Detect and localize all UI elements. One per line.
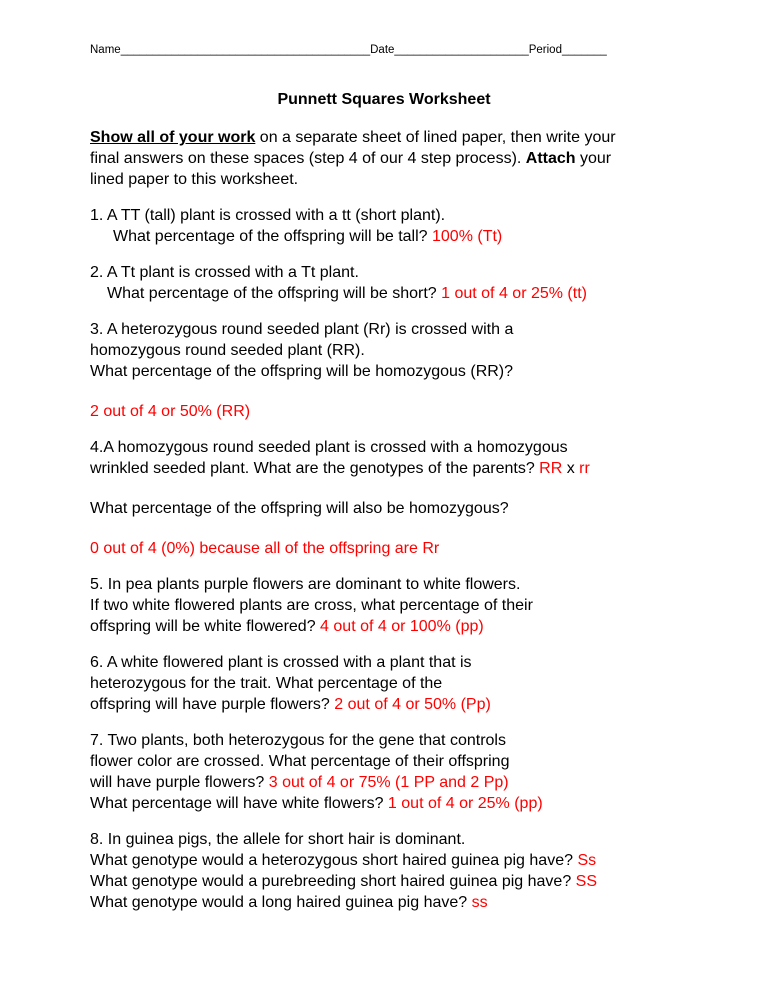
question-8 xyxy=(90,829,690,913)
question-1 xyxy=(90,205,690,247)
question-text: 5. In pea plants purple flowers are dominant to white flowers. xyxy=(90,576,521,593)
question-text: If two white flowered plants are cross, what percentage of their xyxy=(90,597,533,614)
answer: 4 out of 4 or 100% (pp) xyxy=(320,618,484,635)
worksheet-header xyxy=(90,44,607,56)
answer: 2 out of 4 or 50% (Pp) xyxy=(334,696,491,713)
cross-symbol: x xyxy=(562,460,580,477)
answer: 3 out of 4 or 75% (1 PP and 2 Pp) xyxy=(268,774,509,791)
instructions-emphasis: Show all of your work xyxy=(90,129,256,146)
answer: rr xyxy=(579,460,590,477)
answer: 1 out of 4 or 25% (pp) xyxy=(387,795,543,812)
question-text: wrinkled seeded plant. What are the genotypes of the parents? xyxy=(90,460,540,477)
name-line: _______________________________________ xyxy=(120,44,371,56)
question-text: 6. A white flowered plant is crossed with a plant that is xyxy=(90,654,472,671)
worksheet-body xyxy=(90,127,690,913)
page-title: Punnett Squares Worksheet xyxy=(277,91,491,108)
instructions-text: your xyxy=(575,150,612,167)
attach-emphasis: Attach xyxy=(525,150,576,167)
question-text: 2. A Tt plant is crossed with a Tt plant. xyxy=(90,264,359,281)
question-2 xyxy=(90,262,690,304)
period-line: _______ xyxy=(561,44,607,56)
question-text: 1. A TT (tall) plant is crossed with a tt (short plant). xyxy=(90,207,446,224)
question-6 xyxy=(90,652,690,715)
question-3 xyxy=(90,319,690,422)
instructions-text: final answers on these spaces (step 4 of our 4 step process). xyxy=(90,150,526,167)
question-text: offspring will have purple flowers? xyxy=(90,696,335,713)
question-text: homozygous round seeded plant (RR). xyxy=(90,342,365,359)
question-text: What genotype would a purebreeding short haired guinea pig have? xyxy=(90,873,576,890)
question-text: offspring will be white flowered? xyxy=(90,618,321,635)
question-text: What percentage of the offspring will also be homozygous? xyxy=(90,500,509,517)
question-text: heterozygous for the trait. What percentage of the xyxy=(90,675,443,692)
date-line: _____________________ xyxy=(394,44,529,56)
question-text: What percentage of the offspring will be homozygous (RR)? xyxy=(90,363,514,380)
instructions-text: lined paper to this worksheet. xyxy=(90,171,299,188)
period-label: Period xyxy=(528,44,562,56)
question-text: What percentage will have white flowers? xyxy=(90,795,388,812)
question-text: flower color are crossed. What percentage of their offspring xyxy=(90,753,510,770)
question-4 xyxy=(90,437,690,559)
answer: RR xyxy=(539,460,563,477)
question-text: What percentage of the offspring will be tall? xyxy=(113,228,432,245)
question-text: 7. Two plants, both heterozygous for the gene that controls xyxy=(90,732,506,749)
question-text: 4.A homozygous round seeded plant is crossed with a homozygous xyxy=(90,439,568,456)
answer: 100% (Tt) xyxy=(432,228,503,245)
answer: ss xyxy=(471,894,488,911)
answer: SS xyxy=(575,873,598,890)
instructions-text: on a separate sheet of lined paper, then write your xyxy=(255,129,616,146)
instructions xyxy=(90,127,690,190)
question-text: What genotype would a long haired guinea pig have? xyxy=(90,894,472,911)
answer: 1 out of 4 or 25% (tt) xyxy=(441,285,587,302)
question-text: What percentage of the offspring will be short? xyxy=(107,285,442,302)
answer: 2 out of 4 or 50% (RR) xyxy=(90,403,251,420)
question-text: What genotype would a heterozygous short haired guinea pig have? xyxy=(90,852,578,869)
date-label: Date xyxy=(370,44,395,56)
question-text: 8. In guinea pigs, the allele for short hair is dominant. xyxy=(90,831,466,848)
answer: 0 out of 4 (0%) because all of the offspring are Rr xyxy=(90,540,440,557)
question-7 xyxy=(90,730,690,814)
question-5 xyxy=(90,574,690,637)
question-text: 3. A heterozygous round seeded plant (Rr) is crossed with a xyxy=(90,321,514,338)
question-text: will have purple flowers? xyxy=(90,774,269,791)
name-label: Name xyxy=(90,44,121,56)
answer: Ss xyxy=(577,852,597,869)
